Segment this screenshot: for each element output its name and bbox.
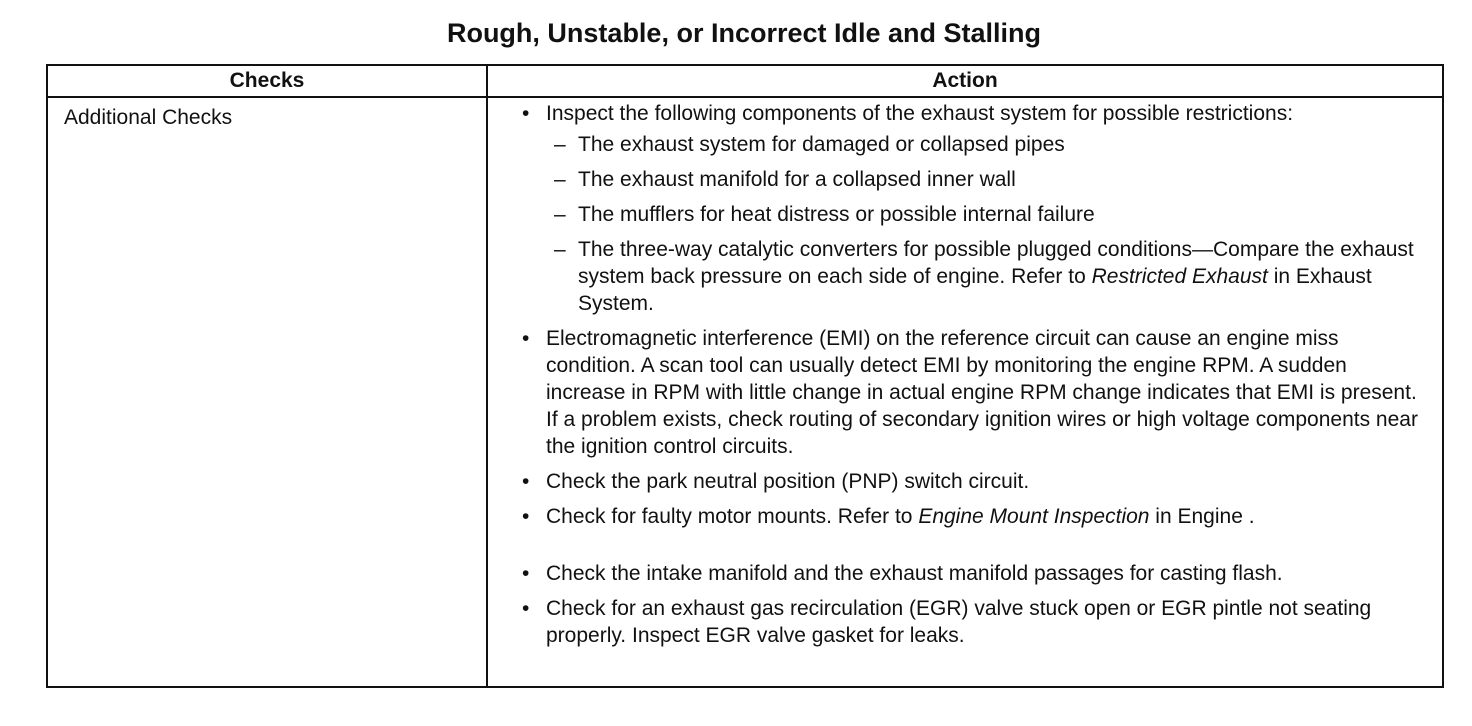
reference-restricted-exhaust: Restricted Exhaust [1091,265,1268,288]
bullet-icon: • [522,470,530,493]
action-text: Check for an exhaust gas recirculation (EGR) valve stuck open or EGR pintle not seating properly. Inspect EGR valve gasket for leaks. [546,597,1372,647]
action-text: Inspect the following components of the exhaust system for possible restrictions: [546,102,1294,125]
action-item-pnp-switch [518,468,1430,495]
column-header-action: Action [487,65,1443,97]
sub-list [546,131,1430,317]
bullet-icon: • [522,597,530,620]
action-item-emi [518,325,1430,460]
table-header-row [47,65,1443,97]
sub-item-text: The mufflers for heat distress or possible internal failure [578,203,1095,226]
dash-icon: – [554,238,566,261]
spacer [546,530,1430,552]
sub-item-text: The exhaust system for damaged or collapsed pipes [578,133,1065,156]
page-title: Rough, Unstable, or Incorrect Idle and Stalling [446,18,1042,48]
sub-item [546,236,1430,317]
action-item-intake-manifold [518,560,1430,587]
dash-icon: – [554,203,566,226]
bullet-icon: • [522,505,530,528]
action-text: Check the park neutral position (PNP) switch circuit. [546,470,1030,493]
sub-item-text-tail: in Exhaust System. [578,265,1372,315]
column-header-checks: Checks [47,65,487,97]
action-cell [487,97,1443,687]
checks-cell: Additional Checks [47,97,487,687]
sub-item-text: The exhaust manifold for a collapsed inner wall [578,168,1016,191]
diagnostic-table [46,64,1444,688]
action-item-exhaust-inspection [518,100,1430,317]
action-text-tail: in Engine . [1149,505,1255,528]
bullet-icon: • [522,562,530,585]
action-text: Check for faulty motor mounts. Refer to [546,505,919,528]
bullet-icon: • [522,327,530,350]
action-text: Electromagnetic interference (EMI) on the reference circuit can cause an engine miss condition. A scan tool can usually detect EMI by monitoring the engine RPM. A sudden increase in RPM with little change in actual engine RPM change indicates that EMI is present. If a problem exists, check routing of secondary ignition wires or high voltage components near the ignition control circuits. [546,327,1418,458]
dash-icon: – [554,168,566,191]
action-text: Check the intake manifold and the exhaust manifold passages for casting flash. [546,562,1283,585]
action-list [518,100,1430,649]
sub-item-text: The three-way catalytic converters for possible plugged conditions—Compare the exhaust system back pressure on each side of engine. Refer to [578,238,1414,288]
table-row [47,97,1443,687]
dash-icon: – [554,133,566,156]
sub-item [546,166,1430,193]
action-item-egr-valve [518,595,1430,649]
bullet-icon: • [522,102,530,125]
sub-item [546,201,1430,228]
sub-item [546,131,1430,158]
reference-engine-mount-inspection: Engine Mount Inspection [918,505,1150,528]
action-item-motor-mounts [518,503,1430,552]
